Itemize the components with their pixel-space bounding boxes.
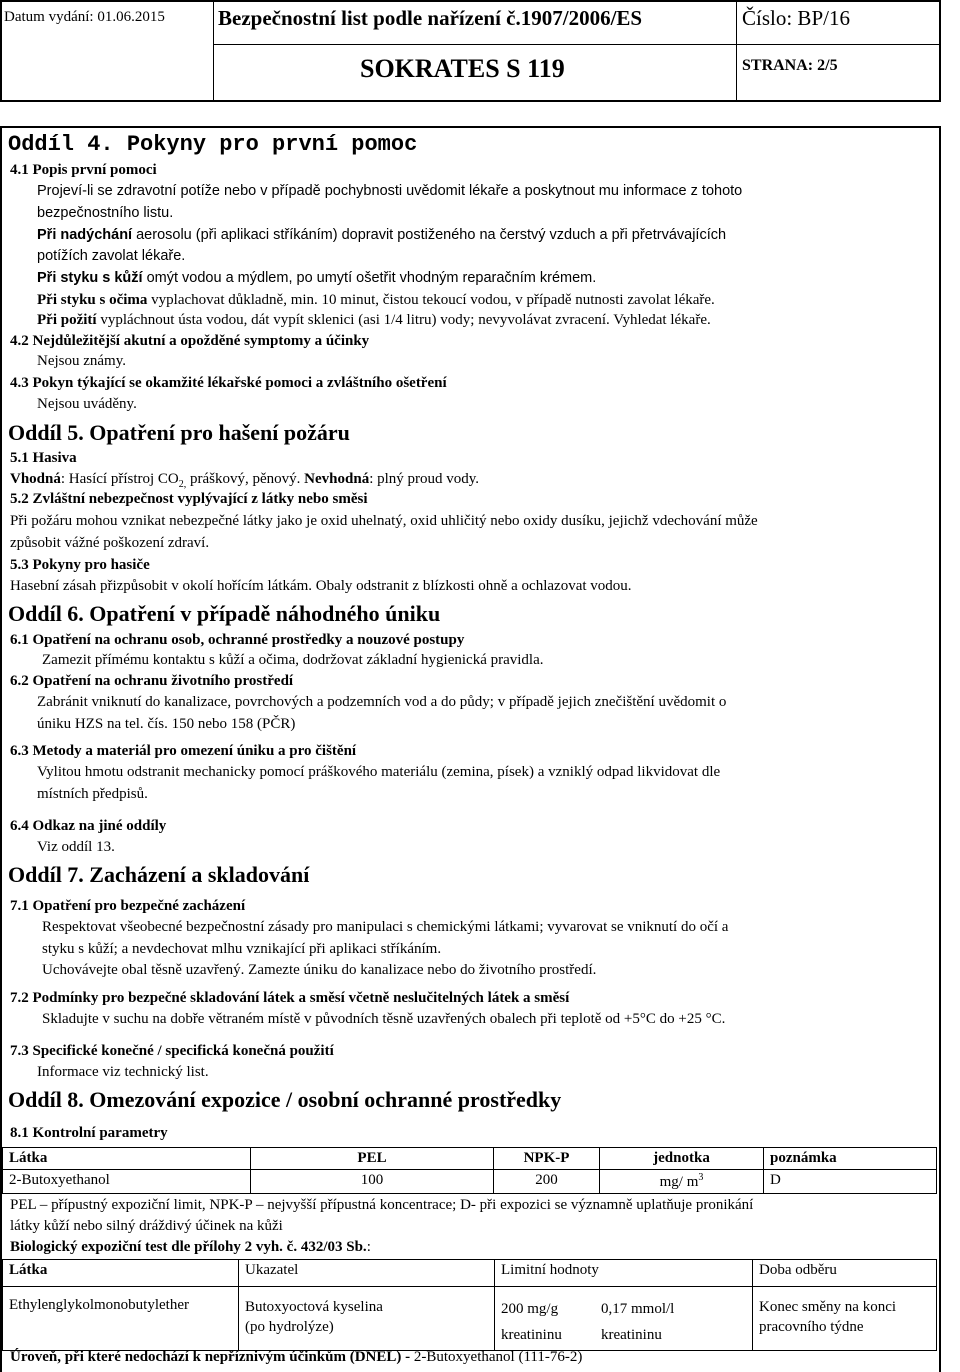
subsection-6-1-title: 6.1 Opatření na ochranu osob, ochranné prostředky a nouzové postupy — [10, 632, 465, 648]
paragraph: Zamezit přímému kontaktu s kůží a očima, dodržovat základní hygienická pravidla. — [42, 652, 544, 668]
paragraph: Nejsou uváděny. — [37, 396, 137, 412]
paragraph: způsobit vážné poškození zdraví. — [10, 535, 210, 551]
header-divider — [213, 2, 214, 100]
table-row — [3, 1170, 937, 1194]
table-cell: 100 — [251, 1170, 494, 1194]
subsection-6-4-title: 6.4 Odkaz na jiné oddíly — [10, 818, 167, 834]
paragraph: Nejsou známy. — [37, 353, 127, 369]
section-4-title: Oddíl 4. Pokyny pro první pomoc — [8, 132, 418, 157]
table-header-cell: PEL — [251, 1148, 494, 1170]
subsection-4-1-title: 4.1 Popis první pomoci — [10, 162, 157, 178]
table-header-cell: poznámka — [764, 1148, 937, 1170]
subsection-5-3-title: 5.3 Pokyny pro hasiče — [10, 557, 150, 573]
table-cell: 200 mg/g 0,17 mmol/l kreatininu kreatininu — [495, 1287, 753, 1351]
paragraph: Informace viz technický list. — [37, 1064, 209, 1080]
table-cell: mg/ $m^3$ — [600, 1170, 764, 1194]
paragraph: PEL – přípustný expoziční limit, NPK-P – nejvyšší přípustná koncentrace; D- při expozici se významně uplatňuje pronikání — [10, 1197, 754, 1213]
dnel-line: Úroveň, při které nedochází k nepříznivým účinkům (DNEL) - 2-Butoxyethanol (111-76-2) — [10, 1349, 583, 1365]
paragraph: Respektovat všeobecné bezpečnostní zásady pro manipulaci s chemickými látkami; vyvarovat se vniknutí do očí a — [42, 919, 729, 935]
paragraph: Při požáru mohou vznikat nebezpečné látky jako je oxid uhelnatý, oxid uhličitý nebo oxidy dusíku, jejichž vdechování může — [10, 513, 758, 529]
subsection-8-1-title: 8.1 Kontrolní parametry — [10, 1125, 168, 1141]
table-header-cell: Látka — [3, 1148, 251, 1170]
table-cell: Ethylenglykolmonobutylether — [3, 1287, 239, 1351]
paragraph: Při styku s kůží omýt vodou a mýdlem, po umytí ošetřit vhodným reparačním krémem. — [37, 270, 597, 286]
table-header-row — [3, 1260, 937, 1287]
subsection-7-3-title: 7.3 Specifické konečné / specifická konečná použití — [10, 1043, 334, 1059]
page-number: STRANA: 2/5 — [742, 57, 838, 74]
table-cell: D — [764, 1170, 937, 1194]
table-header-row — [3, 1148, 937, 1170]
subsection-5-1-title: 5.1 Hasiva — [10, 450, 77, 466]
paragraph: styku s kůží; a nevdechovat mlhu vznikající při aplikaci stříkáním. — [42, 941, 442, 957]
document-number: Číslo: BP/16 — [742, 6, 850, 30]
paragraph: Zabránit vniknutí do kanalizace, povrchových a podzemních vod a do půdy; v případě jejich znečištění uvědomit o — [37, 694, 727, 710]
section-5-title: Oddíl 5. Opatření pro hašení požáru — [8, 420, 350, 445]
subsection-7-2-title: 7.2 Podmínky pro bezpečné skladování látek a směsí včetně neslučitelných látek a směsí — [10, 990, 570, 1006]
paragraph: bezpečnostního listu. — [37, 205, 174, 221]
paragraph: Hasební zásah přizpůsobit v okolí hořícím látkám. Obaly odstranit z blízkosti ohně a ochlazovat vodou. — [10, 578, 632, 594]
table-cell: 2-Butoxyethanol — [3, 1170, 251, 1194]
table-cell: 200 — [494, 1170, 600, 1194]
header-divider — [736, 2, 737, 100]
paragraph: Vhodná: Hasící přístroj $CO_{2,}$ práškový, pěnový. Nevhodná: plný proud vody. — [10, 471, 480, 490]
subsection-4-3-title: 4.3 Pokyn týkající se okamžité lékařské pomoci a zvláštního ošetření — [10, 375, 447, 391]
table-header-cell: Ukazatel — [239, 1260, 495, 1287]
paragraph: Při požití vypláchnout ústa vodou, dát vypít sklenici (asi 1/4 litru) vody; nevyvolávat zvracení. Vyhledat lékaře. — [37, 312, 711, 328]
subsection-5-2-title: 5.2 Zvláštní nebezpečnost vyplývající z látky nebo směsi — [10, 491, 368, 507]
table-cell: Butoxyoctová kyselina (po hydrolýze) — [239, 1287, 495, 1351]
subsection-7-1-title: 7.1 Opatření pro bezpečné zacházení — [10, 898, 246, 914]
paragraph: úniku HZS na tel. čís. 150 nebo 158 (PČR) — [37, 716, 296, 732]
table-header-cell: NPK-P — [494, 1148, 600, 1170]
paragraph: Skladujte v suchu na dobře větraném místě v původních těsně uzavřených obalech při teplotě od +5°C do +25 °C. — [42, 1011, 726, 1027]
table-header-cell: jednotka — [600, 1148, 764, 1170]
subsection-4-2-title: 4.2 Nejdůležitější akutní a opožděné symptomy a účinky — [10, 333, 370, 349]
header-divider — [213, 44, 939, 45]
issue-date: Datum vydání: 01.06.2015 — [4, 9, 165, 25]
document-title: Bezpečnostní list podle nařízení č.1907/2006/ES — [218, 6, 643, 30]
paragraph: látky kůží nebo silný dráždivý účinek na kůži — [10, 1218, 283, 1234]
paragraph: Uchovávejte obal těsně uzavřený. Zamezte úniku do kanalizace nebo do životního prostředí. — [42, 962, 597, 978]
subsection-6-3-title: 6.3 Metody a materiál pro omezení úniku a pro čištění — [10, 743, 357, 759]
product-name: SOKRATES S 119 — [360, 54, 565, 83]
table-header-cell: Látka — [3, 1260, 239, 1287]
paragraph: Při styku s očima vyplachovat důkladně, min. 10 minut, čistou tekoucí vodou, v případě nutnosti zavolat lékaře. — [37, 292, 715, 308]
section-8-title: Oddíl 8. Omezování expozice / osobní ochranné prostředky — [8, 1087, 562, 1112]
paragraph: potížích zavolat lékaře. — [37, 248, 186, 264]
paragraph: Při nadýchání aerosolu (při aplikaci stříkáním) dopravit postiženého na čerstvý vzduch a při přetrvávajících — [37, 227, 727, 243]
table-row — [3, 1287, 937, 1351]
biological-test-table — [2, 1259, 937, 1351]
table-header-cell: Limitní hodnoty — [495, 1260, 753, 1287]
exposure-limits-table — [2, 1147, 937, 1194]
table-header-cell: Doba odběru — [753, 1260, 937, 1287]
paragraph: místních předpisů. — [37, 786, 148, 802]
subsection-6-2-title: 6.2 Opatření na ochranu životního prostředí — [10, 673, 294, 689]
section-6-title: Oddíl 6. Opatření v případě náhodného úniku — [8, 601, 441, 626]
paragraph: Vylitou hmotu odstranit mechanicky pomocí práškového materiálu (zemina, písek) a vzniklý odpad likvidovat dle — [37, 764, 721, 780]
section-7-title: Oddíl 7. Zacházení a skladování — [8, 862, 310, 887]
paragraph: Viz oddíl 13. — [37, 839, 115, 855]
table-cell: Konec směny na konci pracovního týdne — [753, 1287, 937, 1351]
paragraph: Projeví-li se zdravotní potíže nebo v případě pochybnosti uvědomit lékaře a poskytnout mu informace z tohoto — [37, 183, 743, 199]
bio-test-title: Biologický expoziční test dle přílohy 2 vyh. č. 432/03 Sb.: — [10, 1239, 371, 1255]
